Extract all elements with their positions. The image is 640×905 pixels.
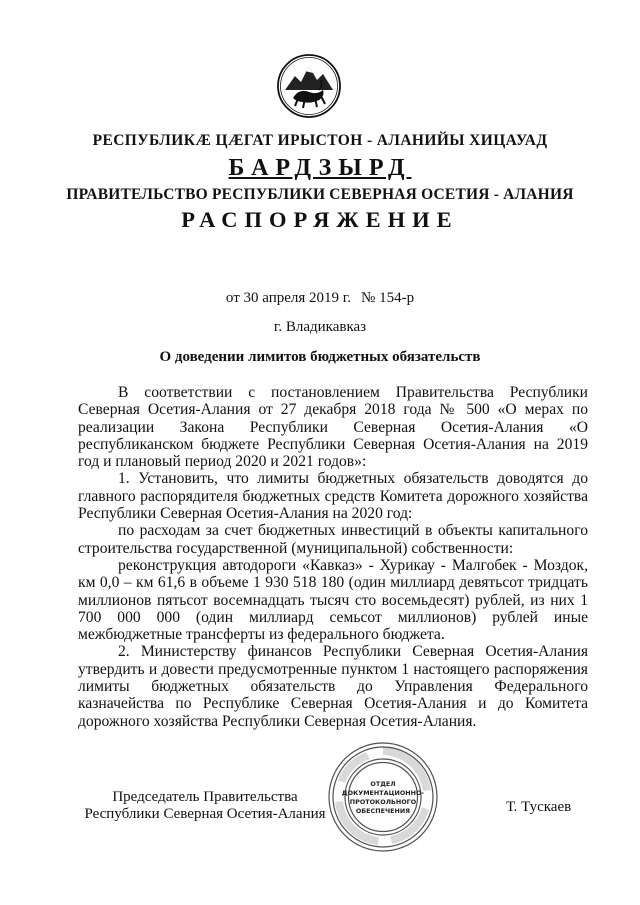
title-russian: РАСПОРЯЖЕНИЕ bbox=[181, 207, 459, 232]
title-ossetian: БАРДЗЫРД bbox=[228, 155, 412, 181]
document-subject: О доведении лимитов бюджетных обязательств bbox=[159, 349, 481, 365]
item-1-paragraph: 1. Установить, что лимиты бюджетных обязательств доводятся до главного распорядителя бюджетных средств Комитета дорожного хозяйства Республики Северная Осетия-Алания на 2020 год: bbox=[78, 470, 588, 523]
document-body bbox=[78, 384, 588, 730]
item-1-subparagraph: по расходам за счет бюджетных инвестиций в объекты капитального строительства государственной (муниципальной) собственности: bbox=[78, 522, 588, 557]
official-stamp bbox=[326, 740, 440, 854]
stamp-center-line-1: ОТДЕЛ bbox=[370, 780, 396, 788]
preamble-paragraph: В соответствии с постановлением Правительства Республики Северная Осетия-Алания от 27 декабря 2018 года № 500 «О мерах по реализации Закона Республики Северная Осетия-Алания «О республиканском бюджете Республики Северная Осетия-Алания на 2019 год и плановый период 2020 и 2021 годов»: bbox=[78, 384, 588, 471]
stamp-center-line-3: ПРОТОКОЛЬНОГО bbox=[349, 798, 417, 806]
header-ossetian-line: РЕСПУБЛИКӔ ЦӔГАТ ИРЫСТОН - АЛАНИЙЫ ХИЦАУАД bbox=[92, 132, 548, 149]
stamp-center-line-2: ДОКУМЕНТАЦИОННО- bbox=[341, 789, 425, 797]
signatory-name: Т. Тускаев bbox=[506, 799, 572, 815]
document-date: от 30 апреля 2019 г. bbox=[225, 290, 352, 306]
date-line bbox=[0, 290, 640, 307]
header-russian-line: ПРАВИТЕЛЬСТВО РЕСПУБЛИКИ СЕВЕРНАЯ ОСЕТИЯ - АЛАНИЯ bbox=[66, 186, 574, 203]
city-line: г. Владикавказ bbox=[273, 319, 367, 335]
item-2-paragraph: 2. Министерству финансов Республики Северная Осетия-Алания утвердить и довести предусмотренные пунктом 1 настоящего распоряжения лимиты бюджетных обязательств до Управления Федерального казначейства по Республике Северная Осетия-Алания и до Комитета дорожного хозяйства Республики Северная Осетия-Алания. bbox=[78, 643, 588, 730]
item-1-detail-paragraph: реконструкция автодороги «Кавказ» - Хурикау - Малгобек - Моздок, км 0,0 – км 61,6 в объеме 1 930 518 180 (один миллиард девятьсот тридцать миллионов пятьсот восемнадцать тысяч сто восемьдесят) рублей, из них 1 700 000 000 (один миллиард семьсот миллионов) рублей иные межбюджетные трансферты из федерального бюджета. bbox=[78, 556, 588, 644]
coat-of-arms-emblem bbox=[275, 52, 343, 120]
stamp-center-line-4: ОБЕСПЕЧЕНИЯ bbox=[355, 807, 411, 815]
document-number: № 154-р bbox=[361, 290, 415, 306]
signatory-position bbox=[75, 789, 335, 823]
signatory-position-line-2: Республики Северная Осетия-Алания bbox=[84, 806, 326, 822]
signatory-position-line-1: Председатель Правительства bbox=[112, 789, 298, 805]
